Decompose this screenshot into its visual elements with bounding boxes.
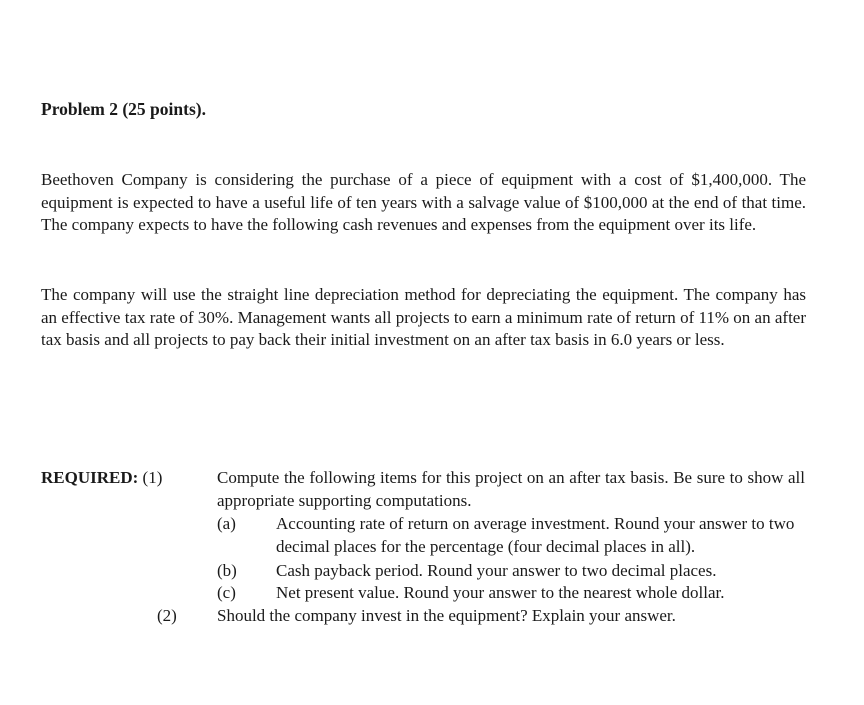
paragraph-assumptions: The company will use the straight line depreciation method for depreciating the equipment. The company has an effective tax rate of 30%. Management wants all projects to earn a minimum rate of return of 11% on an after tax basis and all projects to pay back their initial investment on an after tax basis in 6.0 years or less.	[41, 285, 806, 350]
subitem-a-letter: (a)	[217, 514, 236, 533]
required-item2-number: (2)	[157, 606, 177, 625]
required-item1-number: (1)	[142, 468, 163, 487]
required-item2-text: Should the company invest in the equipment? Explain your answer.	[217, 606, 676, 625]
required-label: REQUIRED:	[41, 468, 139, 487]
subitem-b-letter: (b)	[217, 561, 237, 580]
subitem-c-text: Net present value. Round your answer to the nearest whole dollar.	[276, 583, 725, 602]
required-item1-text: Compute the following items for this project on an after tax basis. Be sure to show all appropriate supporting computations.	[217, 468, 805, 510]
subitem-b-text: Cash payback period. Round your answer to two decimal places.	[276, 561, 717, 580]
paragraph-scenario: Beethoven Company is considering the purchase of a piece of equipment with a cost of $1,400,000. The equipment is expected to have a useful life of ten years with a salvage value of $100,000 at the end of that time. The company expects to have the following cash revenues and expenses from the equipment over its life.	[41, 170, 806, 235]
subitem-c-letter: (c)	[217, 583, 236, 602]
subitem-a-text: Accounting rate of return on average investment. Round your answer to two decimal places for the percentage (four decimal places in all).	[276, 514, 795, 556]
required-heading	[41, 467, 162, 490]
problem-title: Problem 2 (25 points).	[41, 99, 206, 119]
